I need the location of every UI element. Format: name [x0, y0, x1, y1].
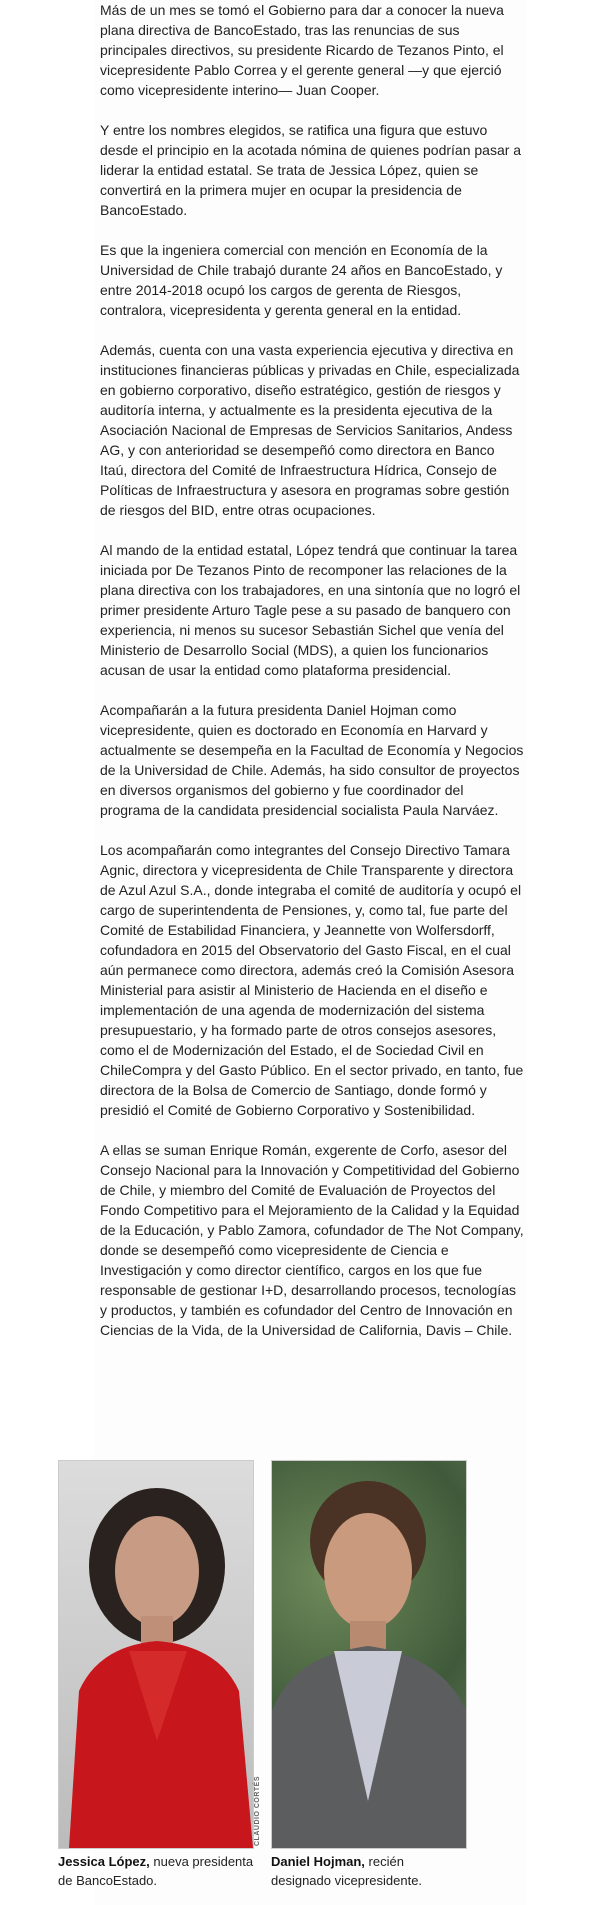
photo-caption	[58, 1852, 254, 1890]
paragraph: A ellas se suman Enrique Román, exgerente de Corfo, asesor del Consejo Nacional para la Innovación y Competitividad del Gobierno de Chile, y miembro del Comité de Evaluación de Proyectos del Fondo Competitivo para el Mejoramiento de la Calidad y la Equidad de la Educación, y Pablo Zamora, cofundador de The Not Company, donde se desempeñó como vicepresidente de Ciencia e Investigación y como director científico, cargos en los que fue responsable de gestionar I+D, desarrollando procesos, tecnologías y productos, y también es cofundador del Centro de Innovación en Ciencias de la Vida, de la Universidad de California, Davis – Chile.	[100, 1142, 524, 1338]
paragraph: Los acompañarán como integrantes del Consejo Directivo Tamara Agnic, directora y vicepresidenta de Chile Transparente y directora de Azul Azul S.A., donde integraba el comité de auditoría y ocupó el cargo de superintendenta de Pensiones, y, como tal, fue parte del Comité de Estabilidad Financiera, y Jeannette von Wolfersdorff, cofundadora en 2015 del Observatorio del Gasto Fiscal, en el cual aún permanece como directora, además creó la Comisión Asesora Ministerial para asistir al Ministerio de Hacienda en el diseño e implementación de una agenda de modernización del sistema presupuestario, y ha formado parte de otros consejos asesores, como el de Modernización del Estado, el de Sociedad Civil en ChileCompra y del Gasto Público. En el sector privado, en tanto, fue directora de la Bolsa de Comercio de Santiago, donde formó y presidió el Comité de Gobierno Corporativo y Sostenibilidad.	[100, 842, 524, 1118]
photo-credit: CLAUDIO CORTÉS	[254, 1776, 261, 1846]
caption-name: Jessica López,	[58, 1854, 150, 1869]
photo-caption	[271, 1852, 467, 1890]
photo-daniel-hojman	[271, 1460, 467, 1849]
paragraph: Es que la ingeniera comercial con mención en Economía de la Universidad de Chile trabajó durante 24 años en BancoEstado, y entre 2014-2018 ocupó los cargos de gerenta de Riesgos, contralora, vicepresidenta y gerenta general en la entidad.	[100, 242, 503, 318]
paragraph: Y entre los nombres elegidos, se ratifica una figura que estuvo desde el principio en la acotada nómina de quienes podrían pasar a liderar la entidad estatal. Se trata de Jessica López, quien se convertirá en la primera mujer en ocupar la presidencia de BancoEstado.	[100, 122, 522, 218]
caption-text: recién designado vicepresidente.	[271, 1854, 423, 1888]
article-body	[100, 0, 524, 1360]
paragraph: Además, cuenta con una vasta experiencia ejecutiva y directiva en instituciones financieras públicas y privadas en Chile, especializada en gobierno corporativo, diseño estratégico, gestión de riesgos y auditoría interna, y actualmente es la presidenta ejecutiva de la Asociación Nacional de Empresas de Servicios Sanitarios, Andess AG, y con anterioridad se desempeñó como directora en Banco Itaú, directora del Comité de Infraestructura Hídrica, Consejo de Políticas de Infraestructura y asesora en programas sobre gestión de riesgos del BID, entre otras ocupaciones.	[100, 342, 520, 518]
paragraph: Al mando de la entidad estatal, López tendrá que continuar la tarea iniciada por De Tezanos Pinto de recomponer las relaciones de la plana directiva con los trabajadores, en una sintonía que no logró el primer presidente Arturo Tagle pese a su pasado de banquero con experiencia, ni menos su sucesor Sebastián Sichel que venía del Ministerio de Desarrollo Social (MDS), a quien los funcionarios acusan de usar la entidad como plataforma presidencial.	[100, 542, 521, 678]
caption-name: Daniel Hojman,	[271, 1854, 365, 1869]
paragraph: Acompañarán a la futura presidenta Daniel Hojman como vicepresidente, quien es doctorado en Economía en Harvard y actualmente se desempeña en la Facultad de Economía y Negocios de la Universidad de Chile. Además, ha sido consultor de proyectos en diversos organismos del gobierno y fue coordinador del programa de la candidata presidencial socialista Paula Narváez.	[100, 702, 524, 818]
photo-jessica-lopez	[58, 1460, 254, 1849]
paragraph: Más de un mes se tomó el Gobierno para dar a conocer la nueva plana directiva de BancoEstado, tras las renuncias de sus principales directivos, su presidente Ricardo de Tezanos Pinto, el vicepresidente Pablo Correa y el gerente general —y que ejerció como vicepresidente interino— Juan Cooper.	[100, 2, 504, 98]
caption-text: nueva presidenta de BancoEstado.	[58, 1854, 254, 1888]
